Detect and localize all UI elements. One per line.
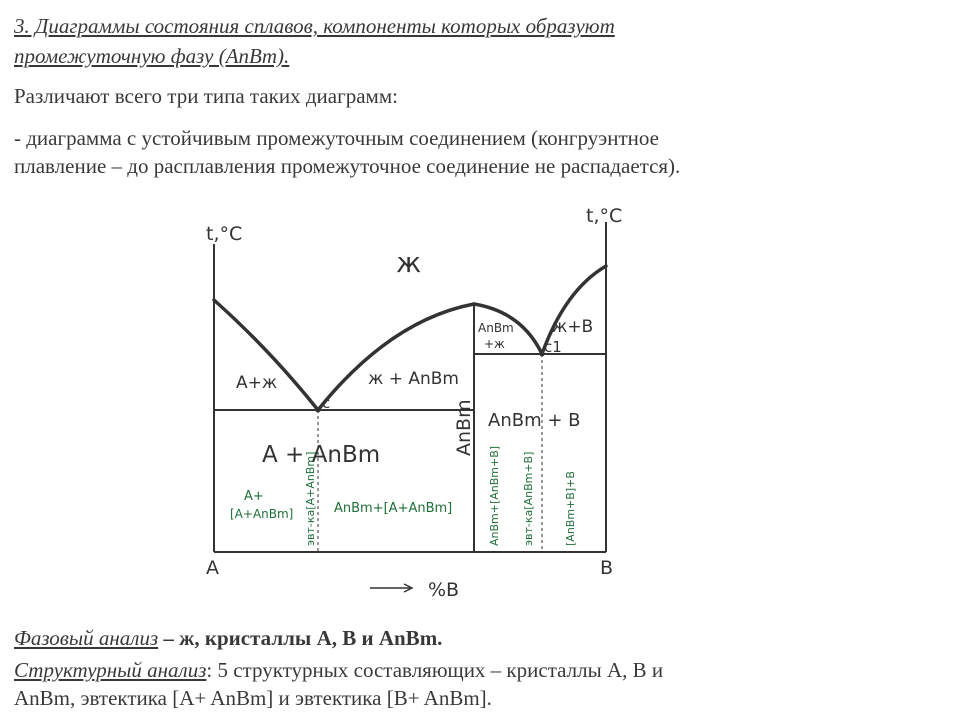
region-anbm-b: AnBm + B (488, 410, 581, 431)
type1-line-2: плавление – до расплавления промежуточное соединение не распадается). (14, 154, 681, 178)
axis-right-label: t,°C (586, 205, 623, 227)
liquidus-a (214, 300, 318, 410)
phase-analysis-line (14, 626, 442, 650)
struct-mid: AnBm+[A+AnBm] (334, 501, 453, 516)
title-line-2: промежуточную фазу (AnBm). (14, 44, 290, 68)
region-anbm-liquid: AnBm (478, 321, 514, 335)
struct-a-1: A+ (244, 489, 264, 504)
region-a-liquid: A+ж (236, 373, 278, 393)
struct-analysis-label: Структурный анализ (14, 658, 207, 682)
struct-right-3: [AnBm+B]+B (564, 471, 577, 546)
struct-eut-1: эвт-ка[A+AnBm] (304, 451, 317, 546)
struct-right-1: AnBm+[AnBm+B] (488, 445, 501, 546)
struct-analysis-line (14, 658, 663, 682)
liquidus-compound-left (318, 304, 474, 410)
struct-a-2: [A+AnBm] (230, 507, 294, 521)
corner-b: B (600, 557, 614, 579)
struct-analysis-text: : 5 структурных составляющих – кристаллы A, B и (206, 658, 664, 682)
types-line: Различают всего три типа таких диаграмм: (14, 84, 398, 108)
struct-analysis-line-2: AnBm, эвтектика [A+ AnBm] и эвтектика [B+ AnBm]. (14, 686, 492, 710)
region-liquid-anbm: ж + AnBm (368, 369, 459, 389)
region-liquid-b: ж+B (552, 317, 594, 337)
liquid-label: ж (396, 246, 422, 279)
region-anbm-liquid-2: +ж (484, 337, 505, 351)
phase-analysis-label: Фазовый анализ (14, 626, 159, 650)
point-c-label: c (322, 394, 331, 412)
phase-analysis-text: – ж, кристаллы A, B и AnBm. (158, 626, 443, 650)
x-axis-label: %B (428, 579, 460, 601)
compound-vertical-label: AnBm (453, 399, 475, 456)
struct-right-2: эвт-ка[AnBm+B] (522, 451, 535, 546)
axis-left-label: t,°C (206, 223, 243, 245)
type1-line-1: - диаграмма с устойчивым промежуточным соединением (конгруэнтное (14, 126, 659, 150)
point-c1-label: c1 (544, 338, 562, 356)
point-c-dot (316, 408, 321, 413)
region-a-anbm: A + AnBm (262, 442, 381, 468)
corner-a: A (206, 557, 219, 579)
title-line-1: 3. Диаграммы состояния сплавов, компоненты которых образуют (14, 14, 615, 38)
